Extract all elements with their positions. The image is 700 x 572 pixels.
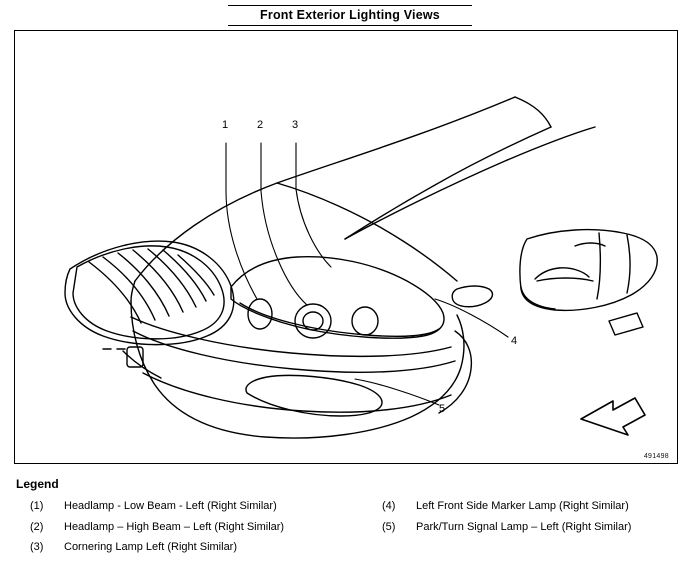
- figure-frame: [14, 30, 678, 464]
- callout-1: 1: [222, 119, 229, 131]
- legend-column-left: [30, 499, 360, 561]
- legend-heading: Legend: [16, 477, 59, 491]
- legend-item-label: Headlamp - Low Beam - Left (Right Similar): [64, 500, 277, 512]
- list-item: [382, 520, 700, 536]
- legend-item-number: (1): [30, 500, 44, 512]
- title-rule-bottom: [228, 25, 472, 26]
- legend-item-label: Cornering Lamp Left (Right Similar): [64, 541, 238, 553]
- legend-column-right: [382, 499, 700, 540]
- front-exterior-lighting-illustration: [15, 31, 675, 461]
- figure-id-label: 491498: [643, 453, 669, 460]
- list-item: [30, 520, 360, 536]
- legend-item-label: Left Front Side Marker Lamp (Right Similar): [416, 500, 629, 512]
- callout-3: 3: [292, 119, 299, 131]
- legend-item-label: Park/Turn Signal Lamp – Left (Right Similar): [416, 520, 632, 533]
- title-rule-top: [228, 5, 472, 6]
- callout-2: 2: [257, 119, 264, 131]
- legend-item-label: Headlamp – High Beam – Left (Right Similar): [64, 520, 285, 533]
- list-item: [30, 540, 360, 556]
- legend-item-number: (3): [30, 541, 44, 553]
- list-item: [30, 499, 360, 515]
- list-item: [382, 499, 700, 515]
- page-title: Front Exterior Lighting Views: [260, 8, 440, 22]
- legend-item-number: (5): [382, 520, 396, 533]
- legend-item-number: (4): [382, 500, 396, 512]
- callout-4: 4: [511, 335, 518, 347]
- legend-item-number: (2): [30, 520, 44, 533]
- callout-5: 5: [439, 403, 446, 415]
